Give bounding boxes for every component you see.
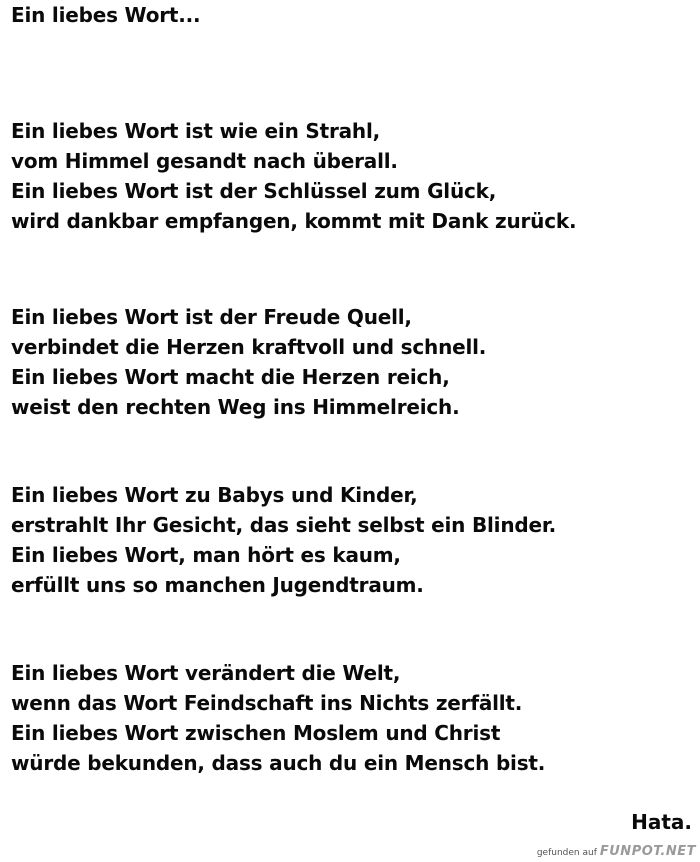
poem-line: erfüllt uns so manchen Jugendtraum. <box>11 573 424 597</box>
watermark-brand: FUNPOT.NET <box>599 844 696 859</box>
poem-line: weist den rechten Weg ins Himmelreich. <box>11 395 460 419</box>
stanza <box>11 116 576 236</box>
poem-line: Ein liebes Wort ist der Freude Quell, <box>11 305 412 329</box>
poem-line: Ein liebes Wort, man hört es kaum, <box>11 543 401 567</box>
poem-line: Ein liebes Wort verändert die Welt, <box>11 661 401 685</box>
poem-line: Ein liebes Wort ist wie ein Strahl, <box>11 119 380 143</box>
poem-line: erstrahlt Ihr Gesicht, das sieht selbst ein Blinder. <box>11 513 557 537</box>
stanza <box>11 658 545 778</box>
poem-line: Ein liebes Wort macht die Herzen reich, <box>11 365 450 389</box>
poem-line: vom Himmel gesandt nach überall. <box>11 149 398 173</box>
poem-line: verbindet die Herzen kraftvoll und schnell. <box>11 335 487 359</box>
poem-title: Ein liebes Wort... <box>11 3 201 27</box>
poem-line: wird dankbar empfangen, kommt mit Dank zurück. <box>11 209 577 233</box>
watermark-prefix: gefunden auf <box>536 848 597 858</box>
watermark <box>537 844 696 859</box>
stanza <box>11 302 486 422</box>
poem-line: Ein liebes Wort zwischen Moslem und Christ <box>11 721 501 745</box>
poem-line: Ein liebes Wort zu Babys und Kinder, <box>11 483 418 507</box>
poem-line: würde bekunden, dass auch du ein Mensch bist. <box>11 751 546 775</box>
stanza <box>11 480 556 600</box>
author-signature: Hata. <box>631 810 692 834</box>
poem-line: Ein liebes Wort ist der Schlüssel zum Glück, <box>11 179 497 203</box>
poem-line: wenn das Wort Feindschaft ins Nichts zerfällt. <box>11 691 523 715</box>
